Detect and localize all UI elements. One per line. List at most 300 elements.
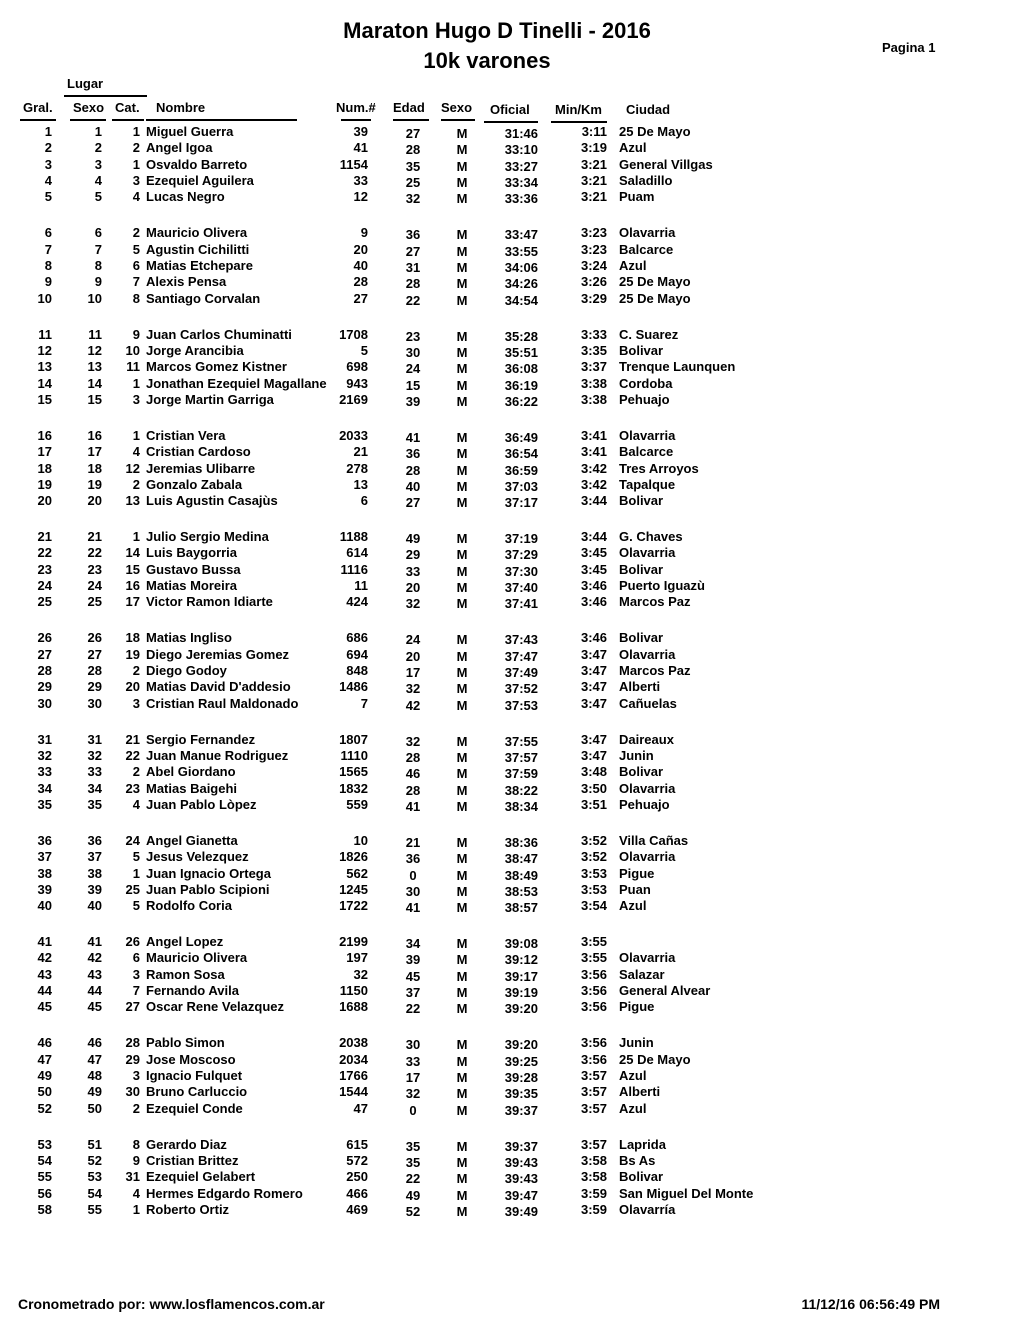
row-gral: 15 — [37, 391, 52, 407]
row-ciudad: General Villgas — [619, 156, 713, 172]
row-nombre: Hermes Edgardo Romero — [146, 1185, 303, 1201]
row-sexo2: M — [456, 1203, 468, 1219]
table-row — [0, 1101, 1024, 1117]
row-sexo2: M — [456, 867, 468, 883]
row-edad: 22 — [405, 1171, 421, 1187]
row-gral: 58 — [37, 1201, 52, 1217]
row-ciudad: C. Suarez — [619, 326, 679, 342]
row-num: 1188 — [339, 529, 368, 544]
document-title: Maraton Hugo D Tinelli - 2016 — [343, 18, 651, 43]
row-nombre: Matias Moreira — [146, 578, 238, 593]
document-subtitle: 10k varones — [423, 48, 551, 73]
row-cat: 1 — [132, 865, 140, 881]
row-sexo: 25 — [87, 594, 102, 610]
header-minkm: Min/Km — [555, 102, 602, 117]
row-num: 1150 — [339, 983, 368, 999]
row-minkm: 3:21 — [580, 173, 607, 189]
row-cat: 4 — [132, 1185, 140, 1201]
row-sexo: 46 — [87, 1035, 102, 1051]
row-ciudad: Azul — [619, 258, 647, 273]
row-num: 943 — [346, 375, 368, 391]
row-cat: 15 — [125, 561, 140, 577]
row-num: 1766 — [339, 1068, 368, 1083]
table-row — [0, 428, 1024, 444]
row-edad: 27 — [405, 243, 421, 259]
row-minkm: 3:38 — [580, 391, 607, 407]
row-oficial: 38:53 — [504, 883, 538, 899]
row-sexo2: M — [456, 1086, 468, 1102]
row-cat: 18 — [125, 630, 140, 646]
row-edad: 28 — [405, 782, 421, 798]
row-cat: 3 — [132, 966, 140, 982]
row-gral: 13 — [37, 359, 52, 375]
row-edad: 31 — [405, 260, 421, 275]
row-edad: 29 — [405, 547, 421, 563]
table-row — [0, 545, 1024, 561]
row-ciudad: Alberti — [619, 1084, 661, 1100]
row-edad: 27 — [405, 126, 421, 141]
row-oficial: 37:17 — [504, 495, 538, 511]
row-oficial: 34:54 — [504, 292, 538, 308]
row-nombre: Rodolfo Coria — [146, 898, 232, 914]
header-edad: Edad — [393, 100, 425, 115]
row-ciudad: Olavarria — [619, 545, 676, 561]
row-sexo2: M — [456, 936, 468, 951]
row-num: 32 — [353, 966, 368, 982]
header-ciudad: Ciudad — [626, 102, 671, 117]
row-sexo2: M — [456, 531, 468, 546]
table-row — [0, 444, 1024, 460]
row-gral: 45 — [37, 999, 52, 1015]
row-edad: 32 — [405, 733, 421, 749]
row-nombre: Diego Godoy — [146, 663, 227, 678]
header-sexo2: Sexo — [441, 100, 473, 115]
table-row — [0, 1084, 1024, 1100]
table-row — [0, 950, 1024, 966]
row-num: 1708 — [339, 326, 368, 342]
table-row — [0, 663, 1024, 679]
row-gral: 20 — [37, 493, 52, 509]
row-num: 11 — [354, 578, 368, 593]
row-oficial: 37:52 — [504, 681, 538, 697]
table-row — [0, 1169, 1024, 1185]
row-gral: 43 — [37, 966, 52, 982]
row-num: 1116 — [340, 561, 368, 577]
row-cat: 1 — [132, 529, 140, 544]
row-sexo: 21 — [87, 529, 102, 544]
row-sexo: 11 — [88, 326, 102, 342]
row-sexo2: M — [456, 580, 468, 595]
row-sexo2: M — [456, 292, 468, 308]
table-row — [0, 866, 1024, 882]
row-nombre: Mauricio Olivera — [146, 950, 248, 966]
row-nombre: Marcos Gomez Kistner — [146, 359, 287, 375]
row-sexo2: M — [456, 1171, 468, 1187]
row-cat: 27 — [125, 999, 140, 1015]
row-cat: 3 — [132, 1068, 140, 1083]
row-ciudad: Tapalque — [619, 476, 676, 492]
row-nombre: Cristian Cardoso — [146, 444, 251, 460]
row-sexo: 15 — [87, 391, 102, 407]
row-sexo: 55 — [87, 1201, 102, 1217]
row-num: 2199 — [339, 934, 368, 949]
row-nombre: Jose Moscoso — [146, 1051, 236, 1067]
row-gral: 3 — [44, 156, 52, 172]
table-row — [0, 983, 1024, 999]
row-edad: 17 — [405, 665, 421, 680]
footer-timestamp: 11/12/16 06:56:49 PM — [801, 1296, 940, 1312]
row-num: 27 — [353, 290, 368, 306]
row-cat: 2 — [132, 140, 140, 156]
row-edad: 34 — [405, 936, 421, 951]
row-minkm: 3:42 — [580, 460, 607, 476]
row-cat: 7 — [132, 274, 140, 290]
row-minkm: 3:58 — [580, 1169, 607, 1185]
row-cat: 7 — [132, 983, 140, 999]
row-edad: 49 — [405, 531, 421, 546]
row-minkm: 3:59 — [580, 1201, 607, 1217]
row-ciudad: Saladillo — [619, 173, 673, 189]
row-edad: 30 — [405, 883, 421, 899]
row-oficial: 39:28 — [504, 1070, 538, 1085]
row-gral: 22 — [37, 545, 52, 561]
row-edad: 28 — [405, 749, 421, 765]
row-edad: 0 — [409, 867, 417, 883]
table-row — [0, 696, 1024, 712]
page-number: Pagina 1 — [882, 40, 936, 55]
row-sexo: 13 — [87, 359, 102, 375]
row-num: 10 — [353, 832, 368, 848]
row-gral: 34 — [37, 780, 52, 796]
row-sexo: 26 — [87, 630, 102, 646]
row-sexo2: M — [456, 697, 468, 713]
row-ciudad: Puam — [619, 189, 655, 205]
table-row — [0, 461, 1024, 477]
row-oficial: 37:53 — [504, 697, 538, 713]
row-ciudad: Daireaux — [619, 731, 674, 747]
row-edad: 28 — [405, 142, 421, 158]
row-sexo: 27 — [87, 646, 102, 662]
row-oficial: 37:49 — [504, 665, 538, 680]
row-edad: 24 — [405, 361, 421, 377]
header-cat: Cat. — [115, 100, 140, 115]
table-row — [0, 274, 1024, 290]
row-oficial: 39:25 — [504, 1053, 538, 1069]
row-nombre: Luis Agustin Casajùs — [146, 493, 278, 509]
row-edad: 20 — [405, 580, 421, 595]
row-sexo2: M — [456, 665, 468, 680]
row-minkm: 3:44 — [580, 493, 607, 509]
row-sexo: 34 — [87, 780, 102, 796]
row-ciudad: Pehuajo — [619, 391, 670, 407]
row-minkm: 3:38 — [580, 375, 607, 391]
row-nombre: Mauricio Olivera — [146, 225, 248, 241]
row-edad: 22 — [405, 292, 421, 308]
row-minkm: 3:46 — [580, 594, 607, 610]
row-nombre: Lucas Negro — [146, 189, 225, 205]
row-edad: 41 — [405, 429, 421, 445]
row-gral: 5 — [44, 189, 52, 205]
row-oficial: 39:17 — [504, 968, 538, 984]
row-num: 466 — [346, 1185, 368, 1201]
row-sexo2: M — [456, 851, 468, 867]
row-num: 562 — [346, 865, 368, 881]
row-minkm: 3:55 — [580, 934, 607, 949]
table-row — [0, 732, 1024, 748]
row-oficial: 38:34 — [504, 798, 538, 814]
row-nombre: Bruno Carluccio — [146, 1084, 248, 1100]
row-minkm: 3:35 — [580, 342, 607, 358]
row-edad: 0 — [409, 1102, 417, 1118]
row-sexo: 54 — [87, 1185, 102, 1201]
row-oficial: 39:37 — [504, 1102, 538, 1118]
row-num: 572 — [346, 1152, 368, 1168]
row-cat: 2 — [132, 225, 140, 241]
row-sexo: 51 — [87, 1136, 102, 1152]
row-cat: 4 — [132, 189, 140, 205]
row-ciudad: Bs As — [619, 1152, 656, 1168]
row-oficial: 39:43 — [504, 1154, 538, 1170]
row-gral: 41 — [37, 934, 52, 949]
table-row — [0, 967, 1024, 983]
row-cat: 6 — [132, 950, 140, 966]
row-sexo2: M — [456, 1154, 468, 1170]
row-nombre: Fernando Avila — [146, 983, 239, 999]
row-ciudad: 25 De Mayo — [619, 290, 691, 306]
table-row — [0, 578, 1024, 594]
table-row — [0, 1068, 1024, 1084]
row-gral: 16 — [37, 427, 52, 443]
row-sexo2: M — [456, 276, 468, 292]
row-minkm: 3:19 — [580, 140, 607, 156]
row-sexo2: M — [456, 1070, 468, 1085]
row-gral: 17 — [37, 444, 52, 460]
row-num: 1245 — [339, 881, 368, 897]
row-minkm: 3:47 — [580, 731, 607, 747]
table-row — [0, 343, 1024, 359]
row-num: 1565 — [339, 764, 368, 780]
row-oficial: 35:28 — [504, 328, 538, 344]
row-ciudad: Tres Arroyos — [619, 460, 699, 476]
row-sexo2: M — [456, 563, 468, 579]
table-row — [0, 157, 1024, 173]
row-num: 47 — [353, 1100, 368, 1116]
row-edad: 39 — [405, 393, 421, 409]
table-row — [0, 242, 1024, 258]
table-row — [0, 291, 1024, 307]
row-oficial: 37:57 — [504, 749, 538, 765]
row-ciudad: Marcos Paz — [619, 663, 691, 678]
row-ciudad: G. Chaves — [619, 529, 683, 544]
row-cat: 1 — [132, 1201, 140, 1217]
row-nombre: Santiago Corvalan — [146, 290, 261, 306]
row-num: 39 — [353, 124, 368, 139]
row-gral: 27 — [37, 646, 52, 662]
row-cat: 31 — [125, 1169, 140, 1185]
row-edad: 36 — [405, 446, 421, 462]
row-oficial: 39:08 — [504, 936, 538, 951]
row-oficial: 37:55 — [504, 733, 538, 749]
row-num: 6 — [360, 493, 368, 509]
row-sexo2: M — [456, 547, 468, 563]
row-gral: 53 — [37, 1136, 52, 1152]
table-row — [0, 882, 1024, 898]
row-ciudad: 25 De Mayo — [619, 1051, 691, 1067]
row-sexo2: M — [456, 462, 468, 478]
row-minkm: 3:29 — [580, 290, 607, 306]
row-num: 1826 — [339, 849, 368, 865]
row-sexo: 14 — [87, 375, 102, 391]
row-nombre: Roberto Ortiz — [146, 1201, 230, 1217]
row-oficial: 37:59 — [504, 766, 538, 782]
row-gral: 8 — [44, 258, 52, 273]
row-sexo: 50 — [87, 1100, 102, 1116]
row-gral: 49 — [37, 1068, 52, 1083]
row-ciudad: Pigue — [619, 865, 655, 881]
row-gral: 31 — [37, 731, 52, 747]
row-oficial: 39:20 — [504, 1037, 538, 1053]
row-gral: 52 — [37, 1100, 52, 1116]
row-gral: 40 — [37, 898, 52, 914]
row-num: 1110 — [340, 747, 368, 763]
row-cat: 24 — [125, 832, 140, 848]
row-ciudad: Pehuajo — [619, 796, 670, 812]
row-sexo2: M — [456, 158, 468, 174]
row-sexo: 1 — [94, 124, 102, 139]
table-row — [0, 594, 1024, 610]
row-oficial: 37:30 — [504, 563, 538, 579]
row-sexo2: M — [456, 393, 468, 409]
row-minkm: 3:41 — [580, 444, 607, 460]
row-ciudad: Alberti — [619, 679, 661, 695]
row-ciudad: Salazar — [619, 966, 665, 982]
row-edad: 25 — [405, 175, 421, 191]
row-cat: 3 — [132, 173, 140, 189]
row-gral: 6 — [44, 225, 52, 241]
row-cat: 1 — [132, 156, 140, 172]
row-edad: 30 — [405, 1037, 421, 1053]
row-num: 1154 — [339, 156, 368, 172]
row-gral: 50 — [37, 1084, 52, 1100]
row-gral: 11 — [38, 326, 52, 342]
row-nombre: Luis Baygorria — [146, 545, 238, 561]
row-nombre: Ezequiel Gelabert — [146, 1169, 256, 1185]
row-sexo: 52 — [87, 1152, 102, 1168]
row-minkm: 3:54 — [580, 898, 607, 914]
row-gral: 14 — [37, 375, 52, 391]
header-nombre: Nombre — [156, 100, 206, 115]
row-edad: 32 — [405, 1086, 421, 1102]
row-ciudad: Junin — [619, 747, 654, 763]
row-minkm: 3:52 — [580, 849, 607, 865]
row-sexo2: M — [456, 900, 468, 916]
row-cat: 25 — [125, 881, 140, 897]
row-sexo: 48 — [87, 1068, 102, 1083]
row-num: 9 — [360, 225, 368, 241]
row-nombre: Agustin Cichilitti — [146, 241, 250, 257]
row-oficial: 39:43 — [504, 1171, 538, 1187]
row-ciudad: Marcos Paz — [619, 594, 691, 610]
row-gral: 39 — [37, 881, 52, 897]
row-num: 2034 — [339, 1051, 368, 1067]
row-nombre: Julio Sergio Medina — [146, 529, 269, 544]
row-sexo2: M — [456, 377, 468, 393]
row-cat: 3 — [132, 695, 140, 711]
row-sexo: 32 — [87, 747, 102, 763]
row-edad: 35 — [405, 158, 421, 174]
row-oficial: 36:49 — [504, 429, 538, 445]
row-sexo2: M — [456, 985, 468, 1001]
row-cat: 2 — [132, 476, 140, 492]
row-edad: 17 — [405, 1070, 421, 1085]
row-oficial: 34:26 — [504, 276, 538, 292]
row-ciudad: Balcarce — [619, 241, 674, 257]
row-cat: 21 — [125, 731, 140, 747]
row-ciudad: Azul — [619, 1100, 647, 1116]
table-row — [0, 797, 1024, 813]
row-gral: 55 — [37, 1169, 52, 1185]
row-oficial: 33:10 — [504, 142, 538, 158]
row-ciudad: Cañuelas — [619, 695, 677, 711]
row-sexo: 10 — [87, 290, 102, 306]
row-sexo: 9 — [94, 274, 102, 290]
row-nombre: Osvaldo Barreto — [146, 156, 248, 172]
row-edad: 36 — [405, 851, 421, 867]
row-sexo: 38 — [87, 865, 102, 881]
table-row — [0, 258, 1024, 274]
row-sexo: 41 — [87, 934, 102, 949]
row-cat: 9 — [132, 1152, 140, 1168]
table-row — [0, 1035, 1024, 1051]
row-ciudad: Bolivar — [619, 493, 664, 509]
row-ciudad: Bolivar — [619, 764, 664, 780]
row-oficial: 37:40 — [504, 580, 538, 595]
row-minkm: 3:42 — [580, 476, 607, 492]
row-num: 278 — [346, 460, 368, 476]
row-minkm: 3:23 — [580, 225, 607, 241]
table-row — [0, 173, 1024, 189]
row-edad: 45 — [405, 968, 421, 984]
row-ciudad: Puan — [619, 881, 651, 897]
row-oficial: 39:12 — [504, 952, 538, 968]
row-oficial: 38:47 — [504, 851, 538, 867]
row-sexo: 4 — [94, 173, 102, 189]
row-num: 13 — [353, 476, 368, 492]
row-sexo: 42 — [87, 950, 102, 966]
row-gral: 30 — [37, 695, 52, 711]
row-edad: 21 — [405, 834, 421, 850]
row-edad: 39 — [405, 952, 421, 968]
row-ciudad: Azul — [619, 140, 647, 156]
header-sexo: Sexo — [73, 100, 105, 115]
row-cat: 14 — [125, 545, 140, 561]
row-oficial: 33:27 — [504, 158, 538, 174]
row-num: 1832 — [339, 780, 368, 796]
row-num: 33 — [353, 173, 368, 189]
row-num: 694 — [346, 646, 368, 662]
table-row — [0, 327, 1024, 343]
row-num: 1722 — [339, 898, 368, 914]
row-minkm: 3:47 — [580, 646, 607, 662]
row-minkm: 3:26 — [580, 274, 607, 290]
row-nombre: Juan Manue Rodriguez — [146, 747, 289, 763]
row-gral: 44 — [37, 983, 52, 999]
row-gral: 7 — [44, 241, 52, 257]
row-sexo2: M — [456, 681, 468, 697]
row-minkm: 3:58 — [580, 1152, 607, 1168]
row-minkm: 3:45 — [580, 545, 607, 561]
table-row — [0, 781, 1024, 797]
